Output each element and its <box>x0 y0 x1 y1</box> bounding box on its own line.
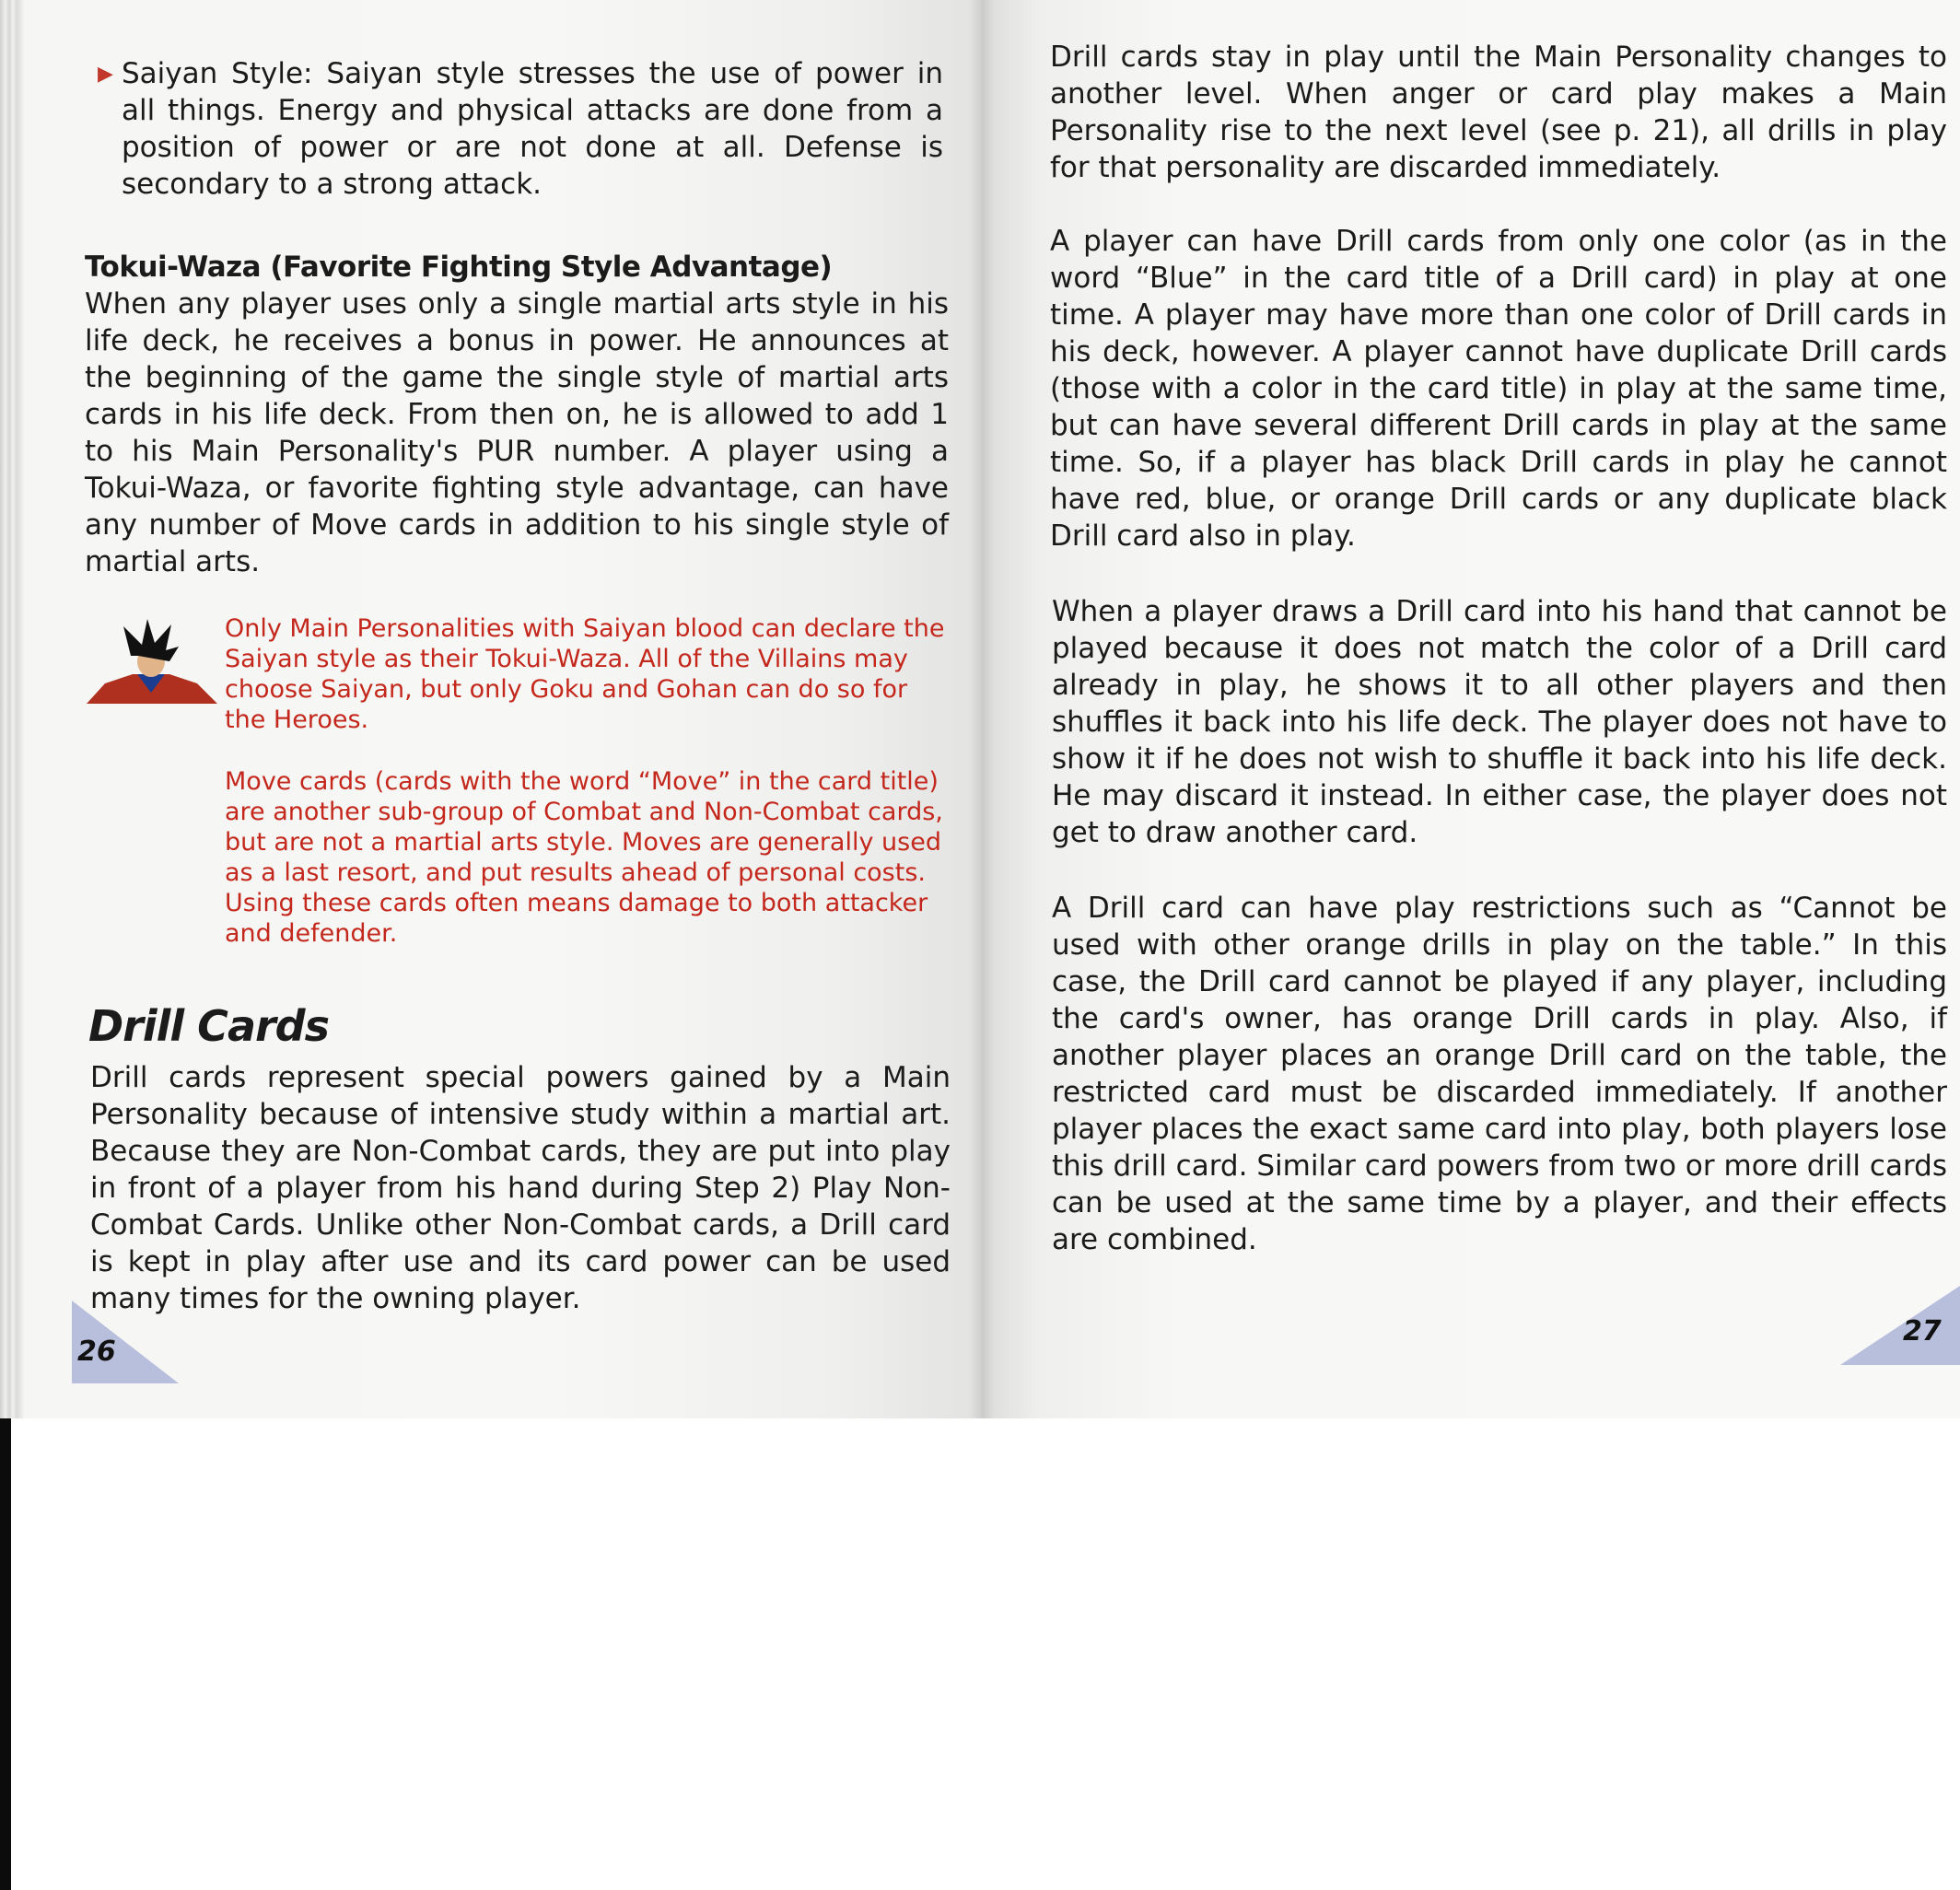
right-page <box>982 0 1960 1418</box>
page-corner-triangle-right <box>1840 1286 1960 1365</box>
saiyan-note: Only Main Personalities with Saiyan blood can declare the Saiyan style as their Tokui-Waza. All of the Villains may choose Saiyan, but only Goku and Gohan can do so for the Heroes. <box>225 614 945 734</box>
left-page <box>24 0 982 1418</box>
page-number-right: 27 <box>1903 1315 1942 1348</box>
goku-icon <box>87 619 217 704</box>
scan-edge <box>0 1418 11 1890</box>
page-number-left: 26 <box>77 1336 116 1368</box>
tokui-waza-body: When any player uses only a single martial arts style in his life deck, he receives a bonus in power. He announces at the beginning of the game the single style of martial arts cards in his life deck. From then on, he is allowed to add 1 to his Main Personality's PUR number. A player using a Tokui-Waza, or favorite fighting style advantage, can have any number of Move cards in addition to his single style of martial arts. <box>85 287 949 578</box>
bullet-arrow-icon: ▶ <box>98 63 113 86</box>
drill-restrictions-paragraph: A Drill card can have play restrictions such as “Cannot be used with other orange drills in play on the table.” In this case, the Drill card cannot be played if any player, including the card's owner, has orange Drill cards in play. Also, if another player places an orange Drill card on the table, the restricted card must be discarded immediately. If another player places the exact same card into play, both players lose this drill card. Similar card powers from two or more drill cards can be used at the same time by a player, and their effects are combined. <box>1052 892 1947 1256</box>
drill-draw-paragraph: When a player draws a Drill card into his hand that cannot be played because it does not match the color of a Drill card already in play, he shows it to all other players and then shuffles it back into his life deck. The player does not have to show it if he does not wish to shuffle it back into his life deck. He may discard it instead. In either case, the player does not get to draw another card. <box>1052 595 1947 849</box>
book-edge <box>0 0 24 1418</box>
tokui-waza-heading: Tokui-Waza (Favorite Fighting Style Advantage) <box>85 251 833 284</box>
saiyan-style-paragraph: Saiyan Style: Saiyan style stresses the use of power in all things. Energy and physical attacks are done from a position of power or are not done at all. Defense is secondary to a strong attack. <box>122 57 943 201</box>
drill-cards-heading: Drill Cards <box>88 1001 329 1051</box>
drill-color-paragraph: A player can have Drill cards from only one color (as in the word “Blue” in the card title of a Drill card) in play at one time. A player may have more than one color of Drill cards in his deck, however. A player cannot have duplicate Drill cards (those with a color in the card title) in play at the same time, but can have several different Drill cards in play at the same time. So, if a player has black Drill cards in play he cannot have red, blue, or orange Drill cards or any duplicate black Drill card also in play. <box>1050 225 1947 553</box>
move-cards-note: Move cards (cards with the word “Move” in the card title) are another sub-group of Combat and Non-Combat cards, but are not a martial arts style. Moves are generally used as a last resort, and put results ahead of personal costs. Using these cards often means damage to both attacker and defender. <box>225 767 943 948</box>
drill-stay-paragraph: Drill cards stay in play until the Main Personality changes to another level. When anger or card play makes a Main Personality rise to the next level (see p. 21), all drills in play for that personality are discarded immediately. <box>1050 41 1947 184</box>
book-gutter <box>969 0 995 1418</box>
drill-cards-body: Drill cards represent special powers gained by a Main Personality because of intensive study within a martial art. Because they are Non-Combat cards, they are put into play in front of a player from his hand during Step 2) Play Non-Combat Cards. Unlike other Non-Combat cards, a Drill card is kept in play after use and its card power can be used many times for the owning player. <box>90 1061 951 1315</box>
